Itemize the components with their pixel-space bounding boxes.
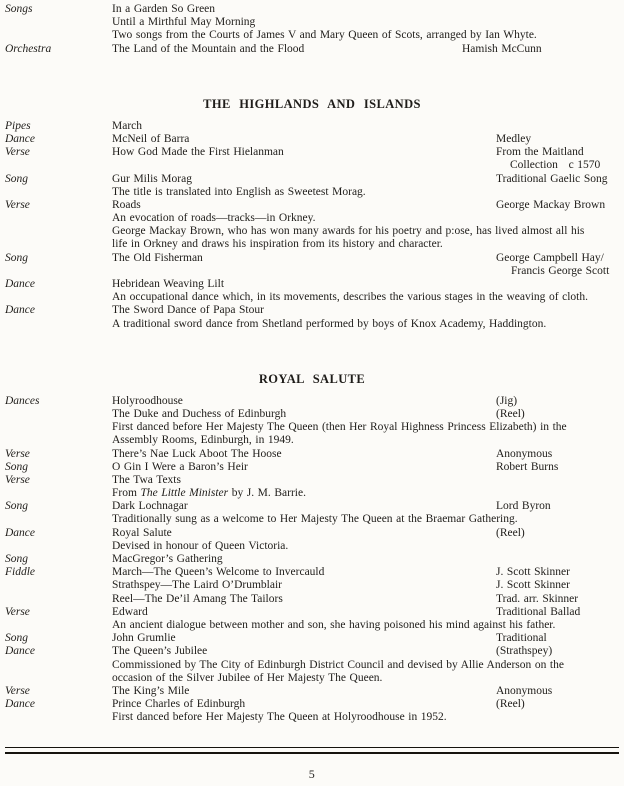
entry-title: Edward xyxy=(112,605,148,618)
entry-attribution: Medley xyxy=(496,132,532,145)
entry-attribution: J. Scott Skinner xyxy=(496,579,570,592)
entry-label: Song xyxy=(5,632,28,645)
program-row xyxy=(0,212,624,225)
entry-label: Dances xyxy=(5,394,40,407)
entry-attribution: (Reel) xyxy=(496,407,525,420)
entry-title: The Twa Texts xyxy=(112,473,181,486)
program-row xyxy=(0,632,624,645)
program-row xyxy=(0,252,624,265)
program-row xyxy=(0,238,624,251)
entry-note xyxy=(112,487,306,499)
entry-title: Gur Milis Morag xyxy=(112,172,192,185)
entry-note: Commissioned by The City of Edinburgh District Council and devised by Allie Anderson on the xyxy=(112,658,564,671)
program-row xyxy=(0,685,624,698)
entry-note: Devised in honour of Queen Victoria. xyxy=(112,539,289,552)
entry-title: Royal Salute xyxy=(112,526,172,539)
program-row xyxy=(0,16,624,29)
program-row xyxy=(0,461,624,474)
entry-title: Holyroodhouse xyxy=(112,394,183,407)
entry-attribution: J. Scott Skinner xyxy=(496,566,570,579)
footer-double-rule xyxy=(5,747,619,754)
entry-label: Song xyxy=(5,460,28,473)
entry-title: Strathspey—The Laird O’Drumblair xyxy=(112,579,282,592)
entry-label: Song xyxy=(5,251,28,264)
program-row xyxy=(0,606,624,619)
entry-attribution: Anonymous xyxy=(496,684,553,697)
program-row xyxy=(0,304,624,317)
entry-note: An occupational dance which, in its movements, describes the various stages in the weaving of cloth. xyxy=(112,291,588,304)
entry-note-italic-segment: The Little Minister xyxy=(140,487,229,500)
program-section xyxy=(0,373,624,725)
program-row xyxy=(0,408,624,421)
program-row xyxy=(0,659,624,672)
entry-label: Verse xyxy=(5,146,30,159)
entry-note: occasion of the Silver Jubilee of Her Majesty The Queen. xyxy=(112,671,383,684)
program-section xyxy=(0,3,624,56)
program-row xyxy=(0,579,624,592)
entry-title: O Gin I Were a Baron’s Heir xyxy=(112,460,248,473)
entry-label: Pipes xyxy=(5,119,31,132)
entry-label: Verse xyxy=(5,447,30,460)
entry-attribution: Trad. arr. Skinner xyxy=(496,592,579,605)
entry-label: Orchestra xyxy=(5,42,52,55)
program-row xyxy=(0,711,624,724)
program-row xyxy=(0,43,624,56)
entry-attribution: (Reel) xyxy=(496,698,525,711)
entry-attribution: Traditional Gaelic Song xyxy=(496,172,608,185)
entry-title: The Duke and Duchess of Edinburgh xyxy=(112,407,287,420)
entry-title: Hebridean Weaving Lilt xyxy=(112,278,225,290)
program-row xyxy=(0,199,624,212)
entry-label: Dance xyxy=(5,645,36,658)
program-row xyxy=(0,474,624,487)
entry-note: Traditionally sung as a welcome to Her Majesty The Queen at the Braemar Gathering. xyxy=(112,513,518,526)
entry-title: The Land of the Mountain and the Flood xyxy=(112,42,305,55)
program-row xyxy=(0,527,624,540)
entry-title: The Queen’s Jubilee xyxy=(112,645,208,658)
entry-attribution: George Campbell Hay/ xyxy=(496,251,604,264)
program-row xyxy=(0,278,624,291)
entry-title: Dark Lochnagar xyxy=(112,500,188,513)
entry-note-segment: by J. M. Barrie. xyxy=(228,487,306,500)
entry-note-segment: From xyxy=(112,487,141,500)
program-row xyxy=(0,318,624,331)
program-row xyxy=(0,225,624,238)
entry-note: Two songs from the Courts of James V and Mary Queen of Scots, arranged by Ian Whyte. xyxy=(112,29,537,42)
section-heading: ROYAL SALUTE xyxy=(258,371,366,386)
program-row xyxy=(0,173,624,186)
entry-label: Song xyxy=(5,553,28,565)
program-row xyxy=(0,448,624,461)
entry-label: Dance xyxy=(5,278,36,290)
program-row xyxy=(0,434,624,447)
entry-attribution: Francis George Scott xyxy=(511,264,610,277)
program-row xyxy=(0,120,624,133)
entry-attribution: Traditional xyxy=(496,632,547,645)
entry-attribution: (Jig) xyxy=(496,394,518,407)
program-row xyxy=(0,566,624,579)
entry-note: First danced before Her Majesty The Queen at Holyroodhouse in 1952. xyxy=(112,711,447,724)
entry-attribution: (Reel) xyxy=(496,526,525,539)
entry-note: Assembly Rooms, Edinburgh, in 1949. xyxy=(112,434,294,447)
entry-label: Dance xyxy=(5,132,36,145)
entry-title: Prince Charles of Edinburgh xyxy=(112,698,246,711)
program-row xyxy=(0,619,624,632)
entry-attribution: From the Maitland xyxy=(496,146,584,159)
entry-title: Until a Mirthful May Morning xyxy=(112,16,256,29)
entry-label: Verse xyxy=(5,605,30,618)
entry-label: Dance xyxy=(5,526,36,539)
entry-title: March xyxy=(112,119,143,132)
program-row xyxy=(0,265,624,278)
entry-attribution: Lord Byron xyxy=(496,500,551,513)
entry-attribution: Traditional Ballad xyxy=(496,605,581,618)
entry-label: Verse xyxy=(5,684,30,697)
entry-note: The title is translated into English as Sweetest Morag. xyxy=(112,185,366,198)
entry-note: First danced before Her Majesty The Queen (then Her Royal Highness Princess Elizabeth) in the xyxy=(112,421,567,434)
entry-attribution: Hamish McCunn xyxy=(462,42,542,55)
program-row xyxy=(0,487,624,500)
entry-title: There’s Nae Luck Aboot The Hoose xyxy=(112,447,282,460)
entry-title: John Grumlie xyxy=(112,632,176,645)
program-row xyxy=(0,553,624,566)
entry-label: Fiddle xyxy=(5,566,36,579)
entry-label: Song xyxy=(5,172,28,185)
program-row xyxy=(0,291,624,304)
program-row xyxy=(0,395,624,408)
entry-attribution: Anonymous xyxy=(496,447,553,460)
entry-title: Roads xyxy=(112,198,141,211)
program-row xyxy=(0,698,624,711)
entry-title: Reel—The De’il Amang The Tailors xyxy=(112,592,283,605)
program-row xyxy=(0,3,624,16)
program-row xyxy=(0,146,624,159)
entry-title: The King’s Mile xyxy=(112,684,190,697)
page-number: 5 xyxy=(308,767,316,782)
entry-label: Song xyxy=(5,500,28,513)
entry-label: Songs xyxy=(5,3,33,15)
section-heading: THE HIGHLANDS AND ISLANDS xyxy=(203,96,421,111)
program-row xyxy=(0,133,624,146)
program-row xyxy=(0,593,624,606)
entry-note: A traditional sword dance from Shetland performed by boys of Knox Academy, Haddington. xyxy=(112,317,547,330)
program-list xyxy=(0,3,624,724)
entry-note: life in Orkney and draws his inspiration from its history and character. xyxy=(112,238,443,251)
entry-title: How God Made the First Hielanman xyxy=(112,146,284,159)
entry-title: The Sword Dance of Papa Stour xyxy=(112,304,264,317)
program-section xyxy=(0,98,624,331)
entry-attribution: (Strathspey) xyxy=(496,645,553,658)
program-row xyxy=(0,159,624,172)
program-row xyxy=(0,645,624,658)
program-row xyxy=(0,500,624,513)
entry-note: An evocation of roads—tracks—in Orkney. xyxy=(112,212,316,225)
entry-label: Dance xyxy=(5,304,36,317)
entry-note: An ancient dialogue between mother and son, she having poisoned his mind against his father. xyxy=(112,618,556,631)
entry-attribution: George Mackay Brown xyxy=(496,198,606,211)
entry-title: The Old Fisherman xyxy=(112,251,203,264)
program-row xyxy=(0,421,624,434)
entry-title: March—The Queen’s Welcome to Invercauld xyxy=(112,566,325,579)
program-row xyxy=(0,672,624,685)
entry-label: Verse xyxy=(5,198,30,211)
entry-title: McNeil of Barra xyxy=(112,132,190,145)
entry-title: MacGregor’s Gathering xyxy=(112,553,223,565)
program-row xyxy=(0,186,624,199)
program-row xyxy=(0,29,624,42)
entry-attribution: Robert Burns xyxy=(496,460,559,473)
entry-label: Dance xyxy=(5,698,36,711)
entry-title: In a Garden So Green xyxy=(112,3,216,15)
entry-note: George Mackay Brown, who has won many awards for his poetry and p:ose, has lived almost all his xyxy=(112,225,585,238)
entry-label: Verse xyxy=(5,473,30,486)
entry-attribution: Collection c 1570 xyxy=(510,159,601,172)
program-row xyxy=(0,540,624,553)
program-row xyxy=(0,513,624,526)
